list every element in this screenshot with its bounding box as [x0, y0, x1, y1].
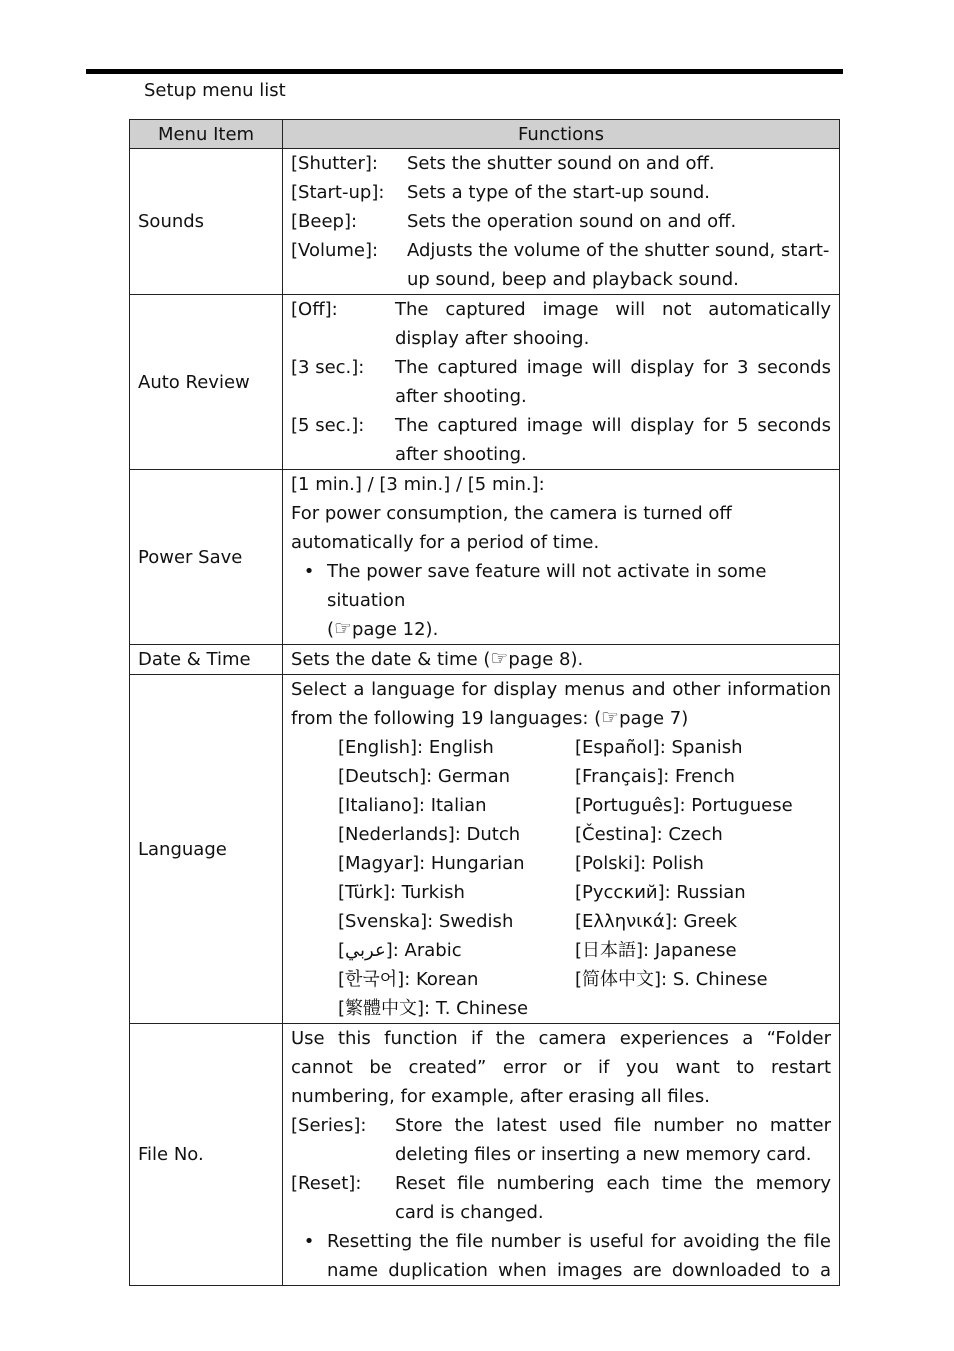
page-reference: page 7): [619, 708, 689, 729]
page-reference: page 8).: [508, 649, 584, 670]
auto-review-option-row: [3 sec.]: The captured image will display for 3 seconds after shooting.: [291, 353, 831, 411]
section-title: Setup menu list: [144, 80, 286, 101]
note-text: Resetting the file number is useful for avoiding the file name duplication when images are downloaded to a: [327, 1231, 831, 1281]
table-header-row: [130, 120, 840, 149]
language-option: [日本語]: Japanese: [575, 940, 737, 961]
menu-item-language: Language: [130, 675, 283, 1024]
option-key: [Shutter]: [291, 153, 372, 174]
functions-power-save: [283, 470, 840, 645]
language-list: [291, 733, 831, 1023]
option-key: [3 sec.]: [291, 357, 359, 378]
language-option: [Polski]: Polish: [575, 853, 704, 874]
file-no-option-row: [Series]: Store the latest used file number no matter deleting files or inserting a new memory card.: [291, 1111, 831, 1169]
table-row-power-save: [130, 470, 840, 645]
table-row-auto-review: [130, 295, 840, 470]
language-option: [Français]: French: [575, 766, 735, 787]
menu-item-file-no: File No.: [130, 1024, 283, 1286]
power-save-note: • The power save feature will not activate in some situation (☞page 12).: [291, 557, 831, 644]
functions-file-no: [283, 1024, 840, 1286]
sounds-option-row: [Beep]: Sets the operation sound on and off.: [291, 207, 831, 236]
functions-sounds: [283, 149, 840, 295]
table-row-sounds: [130, 149, 840, 295]
bullet-dot: •: [303, 1231, 315, 1252]
option-key: [5 sec.]: [291, 415, 359, 436]
functions-date-time: [283, 645, 840, 675]
pointing-hand-icon: ☞: [334, 616, 352, 640]
option-key: [Start-up]: [291, 182, 379, 203]
bullet-dot: •: [303, 561, 315, 582]
language-option: [Español]: Spanish: [575, 737, 743, 758]
option-desc: Adjusts the volume of the shutter sound, start-up sound, beep and playback sound.: [407, 240, 830, 290]
auto-review-option-row: [Off]: The captured image will not automatically display after shooing.: [291, 295, 831, 353]
pointing-hand-icon: ☞: [601, 705, 620, 729]
option-desc: Store the latest used file number no matter deleting files or inserting a new memory card.: [395, 1115, 831, 1165]
option-desc: Sets a type of the start-up sound.: [407, 182, 711, 203]
language-option: [Türk]: Turkish: [338, 882, 465, 903]
functions-language: [283, 675, 840, 1024]
auto-review-option-row: [5 sec.]: The captured image will display for 5 seconds after shooting.: [291, 411, 831, 469]
file-no-note: [291, 1227, 831, 1285]
language-option: [Italiano]: Italian: [338, 795, 487, 816]
option-key: [Series]: [291, 1115, 361, 1136]
power-save-options: [1 min.] / [3 min.] / [5 min.]:: [291, 474, 545, 495]
language-option: [Русский]: Russian: [575, 882, 746, 903]
pointing-hand-icon: ☞: [490, 646, 509, 670]
option-desc: Reset file numbering each time the memory card is changed.: [395, 1173, 831, 1223]
language-option: [Português]: Portuguese: [575, 795, 793, 816]
language-option: [Čestina]: Czech: [575, 824, 723, 845]
language-option: [Deutsch]: German: [338, 766, 511, 787]
header-functions: Functions: [283, 120, 840, 149]
option-key: [Reset]: [291, 1173, 356, 1194]
date-time-desc: Sets the date & time (: [291, 649, 491, 670]
language-option: [English]: English: [338, 737, 494, 758]
file-no-intro: Use this function if the camera experiences a “Folder cannot be created” error or if you want to restart numbering, for example, after erasing all files.: [291, 1028, 831, 1107]
page-reference: page 12).: [351, 619, 439, 640]
option-desc: Sets the operation sound on and off.: [407, 211, 737, 232]
sounds-option-row: [Shutter]: Sets the shutter sound on and off.: [291, 149, 831, 178]
language-option: [عربي]: Arabic: [338, 940, 462, 961]
setup-menu-table: [129, 119, 840, 1286]
table-row-date-time: [130, 645, 840, 675]
option-desc: The captured image will display for 5 seconds after shooting.: [395, 415, 831, 465]
language-option: [Ελληνικά]: Greek: [575, 911, 738, 932]
menu-item-power-save: Power Save: [130, 470, 283, 645]
language-option: [Svenska]: Swedish: [338, 911, 514, 932]
option-key: [Beep]: [291, 211, 351, 232]
power-save-desc: For power consumption, the camera is turned off automatically for a period of time.: [291, 503, 732, 553]
language-option: [简体中文]: S. Chinese: [575, 969, 768, 990]
language-option: [한국어]: Korean: [338, 969, 479, 990]
menu-item-sounds: Sounds: [130, 149, 283, 295]
language-option: [繁體中文]: T. Chinese: [338, 998, 529, 1019]
menu-item-auto-review: Auto Review: [130, 295, 283, 470]
language-option: [Nederlands]: Dutch: [338, 824, 521, 845]
table-row-language: [130, 675, 840, 1024]
sounds-option-row: [Volume]: Adjusts the volume of the shutter sound, start-up sound, beep and playback sound.: [291, 236, 831, 294]
header-menu-item: Menu Item: [130, 120, 283, 149]
menu-item-date-time: Date & Time: [130, 645, 283, 675]
file-no-option-row: [Reset]: Reset file numbering each time the memory card is changed.: [291, 1169, 831, 1227]
table-row-file-no: [130, 1024, 840, 1286]
option-desc: The captured image will display for 3 seconds after shooting.: [395, 357, 831, 407]
functions-auto-review: [283, 295, 840, 470]
note-text: The power save feature will not activate in some situation: [327, 561, 767, 611]
option-desc: The captured image will not automatically display after shooing.: [395, 299, 831, 349]
top-rule: [86, 69, 843, 74]
sounds-option-row: [Start-up]: Sets a type of the start-up sound.: [291, 178, 831, 207]
option-key: [Off]: [291, 299, 332, 320]
option-key: [Volume]: [291, 240, 372, 261]
language-intro: Select a language for display menus and other information from the following 19 languages: (☞page 7): [291, 679, 831, 729]
language-option: [Magyar]: Hungarian: [338, 853, 525, 874]
option-desc: Sets the shutter sound on and off.: [407, 153, 715, 174]
